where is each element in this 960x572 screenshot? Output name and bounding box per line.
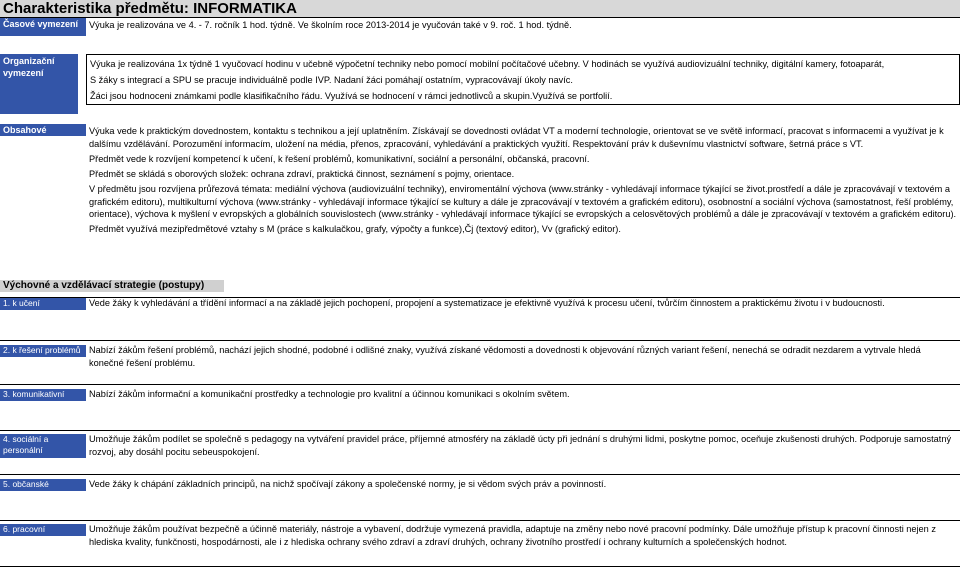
organizacni-label-line-1: Organizační: [3, 56, 55, 66]
obsahove-paragraph: Předmět vede k rozvíjení kompetencí k učení, k řešení problémů, komunikativní, sociální a personální, občanská, pracovní.: [89, 153, 590, 164]
obsahove-paragraph: Předmět využívá mezipředmětové vztahy s M (práce s kalkulačkou, grafy, výpočty a funkce),Čj (textový editor), Vv (grafický editor).: [89, 224, 621, 235]
strategie-header: Výchovné a vzdělávací strategie (postupy): [0, 280, 224, 292]
divider: [0, 566, 960, 567]
obsahove-row: [0, 124, 960, 270]
strategie-label: [0, 434, 86, 458]
organizacni-line: Žáci jsou hodnoceni známkami podle klasifikačního řádu. Využívá se hodnocení v rámci jednotlivců a skupin.Využívá se portfolií.: [90, 91, 613, 101]
organizacni-label-line-2: vymezení: [3, 68, 44, 78]
strategie-label-text: 5. občanské: [3, 479, 49, 489]
obsahove-paragraph: Výuka vede k praktickým dovednostem, kontaktu s technikou a její uplatněním. Získávají se dovednosti ovládat VT a moderní technologie, orientovat se ve světě informací, pracovat s informacemi a využívat je k dalšímu vzdělávání. Porozumění informacím, uložení na média, přenos, zpracování, vyhledávání a praktických využití. Respektování práv k duševnímu vlastnictví software, šetrná práce s VT.: [89, 126, 944, 149]
divider: [0, 430, 960, 431]
page-title: Charakteristika předmětu: INFORMATIKA: [0, 0, 960, 18]
strategie-label: [0, 298, 86, 310]
organizacni-text: [86, 54, 960, 105]
divider: [0, 474, 960, 475]
strategie-label: [0, 479, 86, 491]
strategie-label-text: 3. komunikativní: [3, 389, 65, 399]
casove-label: Časové vymezení: [0, 18, 86, 36]
organizacni-label: [0, 54, 78, 114]
strategie-text: Umožňuje žákům podílet se společně s pedagogy na vytváření pravidel práce, příjemné atmosféry na základě úcty při jednání s druhými lidmi, poskytne pomoc, oceňuje zkušenosti druhých. Podporuje samostatný rozvoj, aby dosáhl pocitu sebeuspokojení.: [89, 434, 952, 458]
strategie-text: Umožňuje žákům používat bezpečně a účinně materiály, nástroje a vybavení, dodržuje vymezená pravidla, adaptuje na změny nebo nové pracovní podmínky. Dále umožňuje přístup k pracovní činnosti nejen z hlediska kvality, funkčnosti, hospodárnosti, ale i z hlediska ochrany svého zdraví a zdraví druhých, ochrany životního prostředí i ochrany kulturních a společenských hodnot.: [89, 524, 936, 548]
strategie-text: Nabízí žákům řešení problémů, nachází jejich shodné, podobné i odlišné znaky, využívá získané vědomosti a dovednosti k objevování různých variant řešení, nenechá se odradit nezdarem a vytrvale hledá konečné řešení problému.: [89, 345, 921, 369]
obsahove-paragraph: Předmět se skládá s oborových složek: ochrana zdraví, praktická činnost, seznámení s pojmy, orientace.: [89, 168, 515, 179]
obsahove-label: Obsahové vymezení: [0, 124, 86, 136]
strategie-label: [0, 345, 86, 357]
divider: [0, 384, 960, 385]
strategie-label-text: 4. sociální a: [3, 434, 49, 444]
strategie-label-text: personální: [3, 445, 43, 455]
strategie-label-text: 2. k řešení problémů: [3, 345, 81, 355]
strategie-label-text: 1. k učení: [3, 298, 40, 308]
casove-row: [0, 18, 960, 36]
casove-text: Výuka je realizována ve 4. - 7. ročník 1 hod. týdně. Ve školním roce 2013-2014 je vyučován také v 9. roč. 1 hod. týdně.: [89, 20, 572, 30]
strategie-label: [0, 389, 86, 401]
strategie-text: Vede žáky k chápání základních principů, na nichž spočívají zákony a společenské normy, je si vědom svých práv a povinností.: [89, 479, 607, 489]
strategie-label-text: 6. pracovní: [3, 524, 46, 534]
strategie-text: Vede žáky k vyhledávání a třídění informací a na základě jejich pochopení, propojení a systematizace je efektivně využívá k procesu učení, tvůrčím činnostem a praktickému životu i v budoucnosti.: [89, 298, 885, 308]
divider: [0, 340, 960, 341]
obsahove-text: [86, 124, 960, 236]
organizacni-row: [0, 54, 960, 114]
organizacni-line: S žáky s integrací a SPU se pracuje individuálně podle IVP. Nadaní žáci pomáhají ostatním, vypracovávají úkoly navíc.: [90, 75, 573, 85]
strategie-label: [0, 524, 86, 536]
obsahove-paragraph: V předmětu jsou rozvíjena průřezová témata: mediální výchova (audiovizuální techniky), enviromentální výchova (www.stránky - vyhledávají informace týkající se život.prostředí a dále je zpracovávají v textovém a grafickém editoru), multikulturní výchova (www.stránky - vyhledávají informace týkající se kultury a dále je zpracovávají v textovém a grafickém editoru), osobnostní a sociální výchova (samostatnost, řeší problémy, orientace), výchova k myšlení v evropských a globálních souvislostech (www.stránky - vyhledávají informace týkající se evropských a celosvětových problémů a dále je zpracovávají v textovém a grafickém editoru).: [89, 183, 957, 220]
divider: [0, 520, 960, 521]
strategie-text: Nabízí žákům informační a komunikační prostředky a technologie pro kvalitní a účinnou komunikaci s okolním světem.: [89, 389, 570, 399]
organizacni-line: Výuka je realizována 1x týdně 1 vyučovací hodinu v učebně výpočetní techniky nebo pomocí mobilní počítačové učebny. V hodinách se využívá audiovizuální techniky, digitální kamery, fotoaparát,: [90, 59, 885, 69]
